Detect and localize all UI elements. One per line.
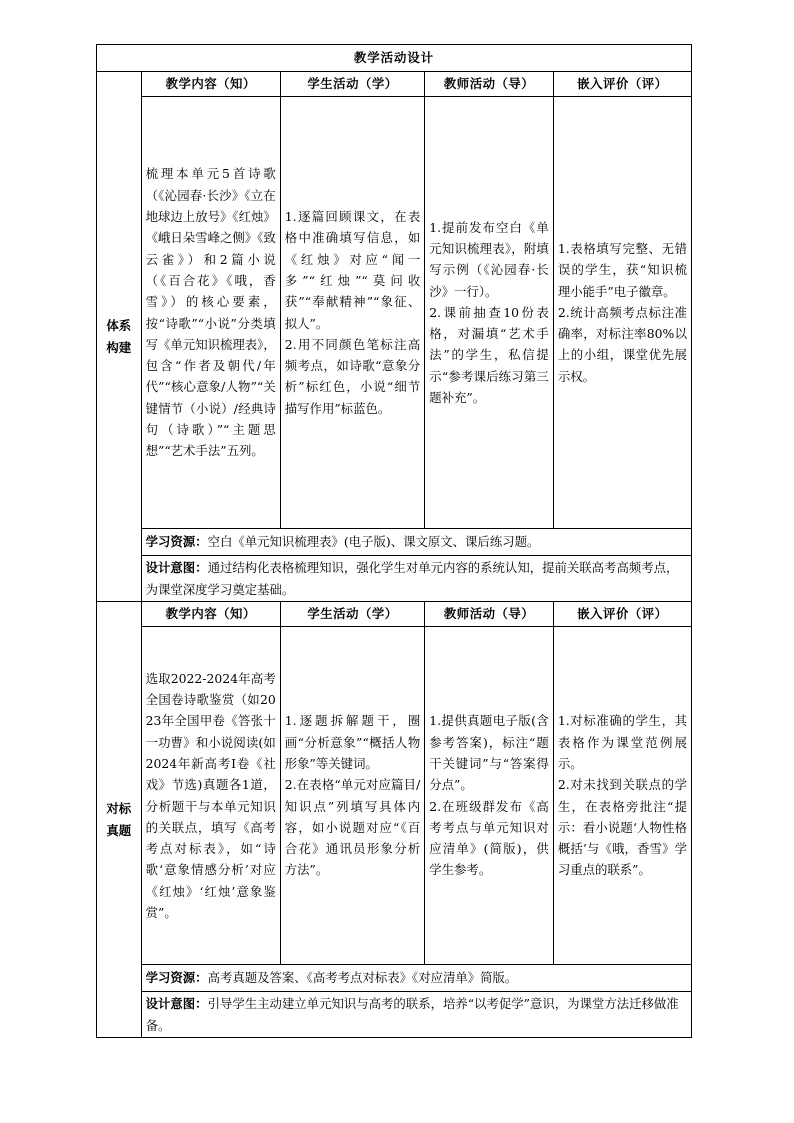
intent-text: 通过结构化表格梳理知识，强化学生对单元内容的系统认知，提前关联高考高频考点，为课堂深度学习奠定基础。	[145, 560, 679, 597]
header-teacher: 教师活动（导）	[425, 602, 554, 627]
teacher-activity-cell: 1.提前发布空白《单元知识梳理表》，附填写示例（《沁园春·长沙》一行）。 2.课前抽查10份表格，对漏填“艺术手法”的学生，私信提示“参考课后练习第三题补充”。	[425, 97, 554, 529]
table-title: 教学活动设计	[97, 45, 692, 72]
intent-text: 引导学生主动建立单元知识与高考的联系，培养“以考促学”意识，为课堂方法迁移做准备。	[145, 996, 679, 1033]
header-evaluation: 嵌入评价（评）	[553, 602, 691, 627]
header-content: 教学内容（知）	[141, 602, 280, 627]
learning-resources-row	[141, 529, 691, 556]
content-cell: 梳理本单元5首诗歌（《沁园春·长沙》《立在地球边上放号》《红烛》《峨日朵雪峰之侧》《致云雀》）和2篇小说（《百合花》《哦，香雪》）的核心要素，按“诗歌”“小说”分类填写《单元知识梳理表》，包含“作者及朝代/年代”“核心意象/人物”“关键情节（小说）/经典诗句（诗歌）”“主题思想”“艺术手法”五列。	[141, 97, 280, 529]
resources-label: 学习资源：	[145, 534, 208, 550]
content-cell: 选取2022-2024年高考全国卷诗歌鉴赏（如2023年全国甲卷《答张十一功曹》和小说阅读(如2024年新高考Ⅰ卷《社戏》节选)真题各1道，分析题干与本单元知识的关联点，填写《高考考点对标表》，如“诗歌‘意象情感分析’对应《红烛》‘红烛’意象鉴赏”。	[141, 627, 280, 965]
student-activity-cell: 1.逐篇回顾课文，在表格中准确填写信息，如《红烛》对应“闻一多”“红烛”“莫问收获”“奉献精神”“象征、拟人”。 2.用不同颜色笔标注高频考点，如诗歌“意象分析”标红色，小说“细节描写作用”标蓝色。	[280, 97, 424, 529]
section-label-system-building: 体系 构建	[97, 72, 142, 602]
learning-resources-row	[141, 965, 691, 992]
intent-label: 设计意图：	[145, 996, 208, 1012]
header-student: 学生活动（学）	[280, 602, 424, 627]
header-evaluation: 嵌入评价（评）	[553, 72, 691, 97]
design-intent-row	[141, 992, 691, 1038]
activity-design-table	[96, 44, 692, 1038]
design-intent-row	[141, 556, 691, 602]
header-content: 教学内容（知）	[141, 72, 280, 97]
intent-label: 设计意图：	[145, 560, 208, 576]
resources-text: 空白《单元知识梳理表》(电子版)、课文原文、课后练习题。	[207, 534, 540, 550]
section-label-exam-alignment: 对标 真题	[97, 602, 142, 1038]
evaluation-cell: 1.对标准确的学生，其表格作为课堂范例展示。 2.对未找到关联点的学生，在表格旁批注“提示：看小说题‘人物性格概括’与《哦，香雪》学习重点的联系”。	[553, 627, 691, 965]
teacher-activity-cell: 1.提供真题电子版(含参考答案)，标注“题干关键词”与“答案得分点”。 2.在班级群发布《高考考点与单元知识对应清单》(简版)，供学生参考。	[425, 627, 554, 965]
lesson-design-page	[96, 44, 692, 1038]
student-activity-cell: 1.逐题拆解题干，圈画“分析意象”“概括人物形象”等关键词。 2.在表格“单元对应篇目/知识点”列填写具体内容，如小说题对应“《百合花》通讯员形象分析方法”。	[280, 627, 424, 965]
evaluation-cell: 1.表格填写完整、无错误的学生，获“知识梳理小能手”电子徽章。 2.统计高频考点标注准确率，对标注率80%以上的小组，课堂优先展示权。	[553, 97, 691, 529]
header-teacher: 教师活动（导）	[425, 72, 554, 97]
resources-label: 学习资源：	[145, 970, 208, 986]
resources-text: 高考真题及答案、《高考考点对标表》《对应清单》简版。	[207, 970, 518, 986]
header-student: 学生活动（学）	[280, 72, 424, 97]
